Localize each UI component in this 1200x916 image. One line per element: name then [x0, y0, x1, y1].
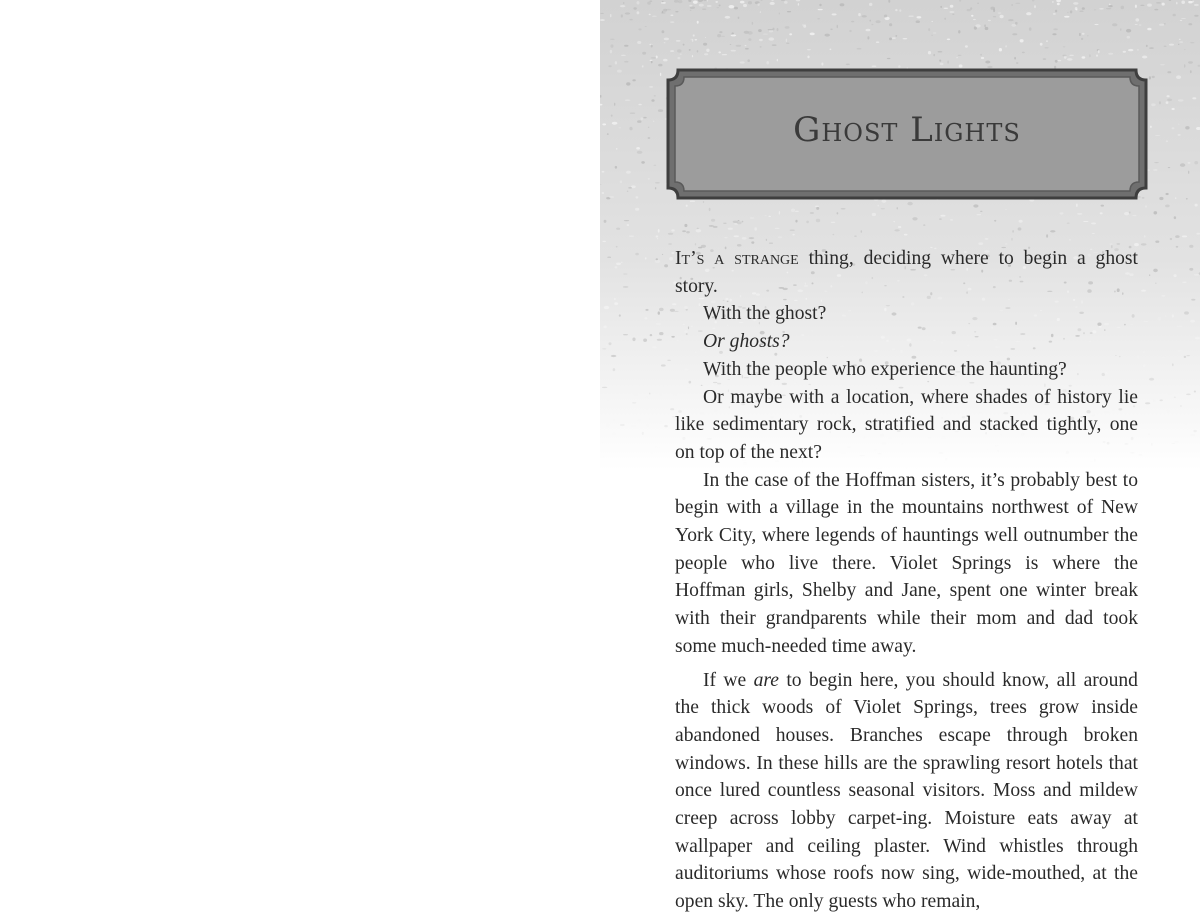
opening-lead-in: It’s a strange [675, 248, 799, 269]
paragraph: With the people who experience the haunting? [675, 356, 1138, 384]
left-page-blank [0, 0, 600, 872]
paragraph: Or ghosts? [675, 328, 1138, 356]
opening-paragraph [675, 245, 1138, 300]
paragraph: With the ghost? [675, 300, 1138, 328]
last-em: are [754, 670, 779, 691]
opening-rest: thing, deciding where to begin a ghost story. [675, 248, 1138, 297]
last-before-em: If we [703, 670, 754, 691]
chapter-title: Ghost Lights [664, 110, 1150, 150]
paragraph-last [675, 667, 1138, 916]
paragraph: In the case of the Hoffman sisters, it’s probably best to begin with a village in the mountains northwest of New York City, where legends of hauntings well outnumber the people who live there. Violet Springs is where the Hoffman girls, Shelby and Jane, spent one winter break with their grandparents while their mom and dad took some much-needed time away. [675, 467, 1138, 661]
chapter-body [675, 245, 1138, 916]
last-after-em: to begin here, you should know, all around the thick woods of Violet Springs, trees grow inside abandoned houses. Branches escape through broken windows. In these hills are the sprawling resort hotels that once lured countless seasonal visitors. Moss and mildew creep across lobby carpet-ing. Moisture eats away at wallpaper and ceiling plaster. Wind whistles through auditoriums whose roofs now sing, wide-mouthed, at the open sky. The only guests who remain, [675, 670, 1138, 913]
right-page [600, 0, 1200, 872]
paragraph: Or maybe with a location, where shades of history lie like sedimentary rock, stratified and stacked tightly, one on top of the next? [675, 384, 1138, 467]
